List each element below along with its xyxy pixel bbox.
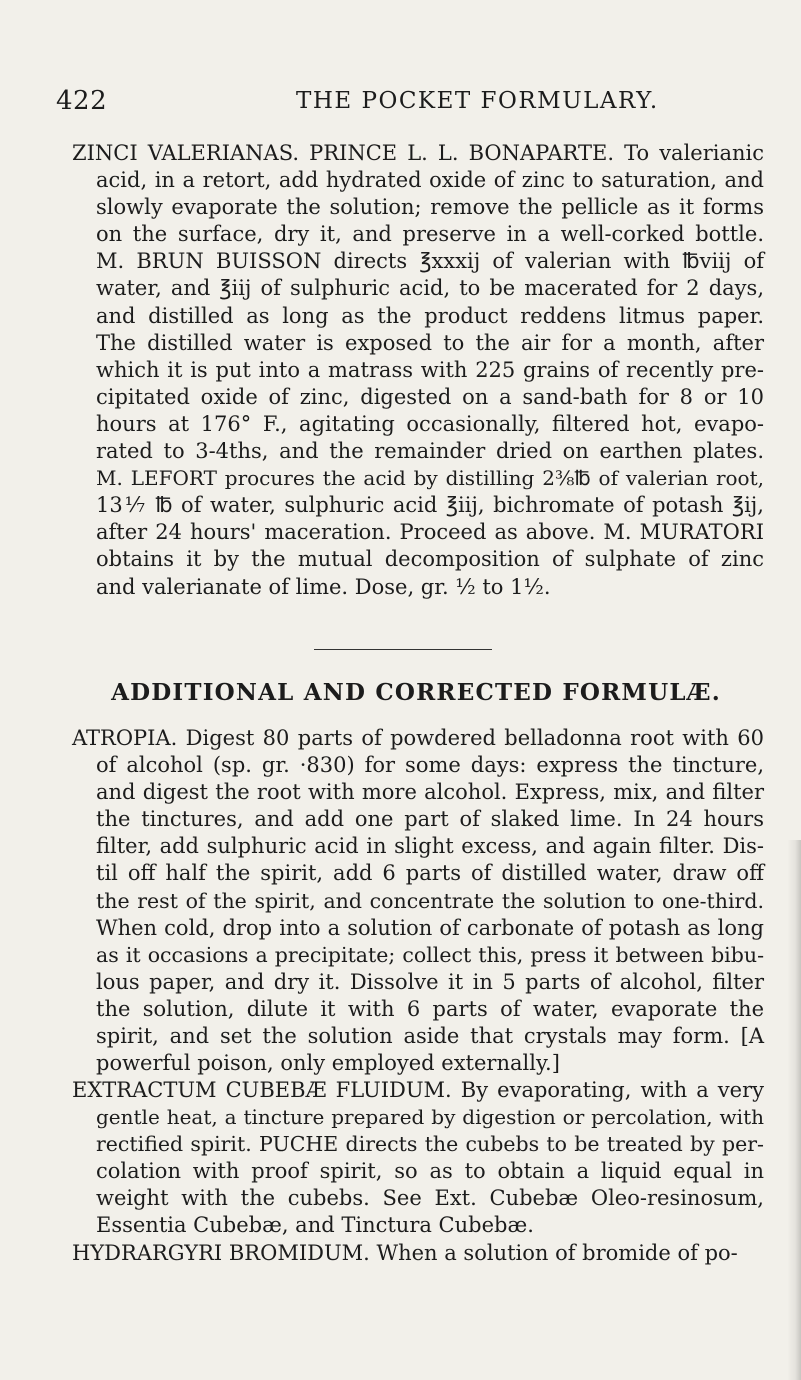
text-line: rated to 3-4ths, and the remainder dried on earthen plates. [96,439,764,464]
text-line: lous paper, and dry it. Dissolve it in 5 parts of alcohol, filter [96,969,764,994]
section-title: ADDITIONAL AND CORRECTED FORMULÆ. [111,679,721,706]
entry-extractum-cubebae [72,1077,764,1240]
entry-heading-line: ATROPIA. Digest 80 parts of powdered belladonna root with 60 [72,726,764,750]
entry-zinci-valerianas [72,140,764,601]
text-line: obtains it by the mutual decomposition of sulphate of zinc [96,547,764,572]
entry-heading-line: HYDRARGYRI BROMIDUM. When a solution of bromide of po- [72,1241,738,1265]
entry-atropia [72,725,764,1077]
entry-heading-line: EXTRACTUM CUBEBÆ FLUIDUM. By evaporating, with a very [72,1078,764,1102]
section-divider [314,649,492,650]
text-line: Essentia Cubebæ, and Tinctura Cubebæ. [96,1213,534,1238]
text-line: on the surface, dry it, and preserve in a well-corked bottle. [96,222,764,247]
text-line: cipitated oxide of zinc, digested on a sand-bath for 8 or 10 [96,384,764,409]
page-number: 422 [56,86,108,116]
text-line: rectified spirit. PUCHE directs the cubebs to be treated by per- [96,1132,764,1157]
text-line: til off half the spirit, add 6 parts of distilled water, draw off [96,861,764,886]
text-line: filter, add sulphuric acid in slight excess, and again filter. Dis- [96,834,764,859]
entry-heading-line: ZINCI VALERIANAS. PRINCE L. L. BONAPARTE. To valerianic [72,141,764,165]
text-line: the tinctures, and add one part of slaked lime. In 24 hours [96,807,764,832]
page-edge-shadow [787,840,801,1380]
text-line: The distilled water is exposed to the air for a month, after [96,330,764,355]
running-title: THE POCKET FORMULARY. [296,88,659,114]
text-line: as it occasions a precipitate; collect this, press it between bibu- [96,942,764,967]
text-line: colation with proof spirit, so as to obtain a liquid equal in [96,1159,764,1184]
text-line: acid, in a retort, add hydrated oxide of zinc to saturation, and [96,168,764,193]
text-line: which it is put into a matrass with 225 grains of recently pre- [96,357,764,382]
running-head [56,86,756,126]
text-line: hours at 176° F., agitating occasionally, filtered hot, evapo- [96,411,764,436]
entry-hydrargyri-bromidum [72,1240,764,1267]
text-line: M. LEFORT procures the acid by distilling 2⅜℔ of valerian root, [96,466,764,491]
text-line: weight with the cubebs. See Ext. Cubebæ Oleo-resinosum, [96,1186,764,1211]
text-line: slowly evaporate the solution; remove the pellicle as it forms [96,195,764,220]
text-line: M. BRUN BUISSON directs ℥xxxij of valerian with ℔viij of [96,249,764,274]
text-line: gentle heat, a tincture prepared by digestion or percolation, with [96,1105,764,1130]
text-line: and distilled as long as the product reddens litmus paper. [96,303,764,328]
text-line: of alcohol (sp. gr. ·830) for some days: express the tincture, [96,753,764,778]
text-line: the solution, dilute it with 6 parts of water, evaporate the [96,996,764,1021]
text-line: after 24 hours' maceration. Proceed as above. M. MURATORI [96,520,764,545]
text-line: When cold, drop into a solution of carbonate of potash as long [96,915,764,940]
text-line: water, and ℥iij of sulphuric acid, to be macerated for 2 days, [96,276,764,301]
text-line: powerful poison, only employed externally.] [96,1051,560,1076]
text-line: spirit, and set the solution aside that crystals may form. [A [96,1024,764,1049]
text-line: 13⅐ ℔ of water, sulphuric acid ℥iij, bichromate of potash ℥ij, [96,493,764,518]
text-line: and digest the root with more alcohol. Express, mix, and filter [96,780,764,805]
text-line: and valerianate of lime. Dose, gr. ½ to 1½. [96,574,551,599]
text-line: the rest of the spirit, and concentrate the solution to one-third. [96,888,764,913]
